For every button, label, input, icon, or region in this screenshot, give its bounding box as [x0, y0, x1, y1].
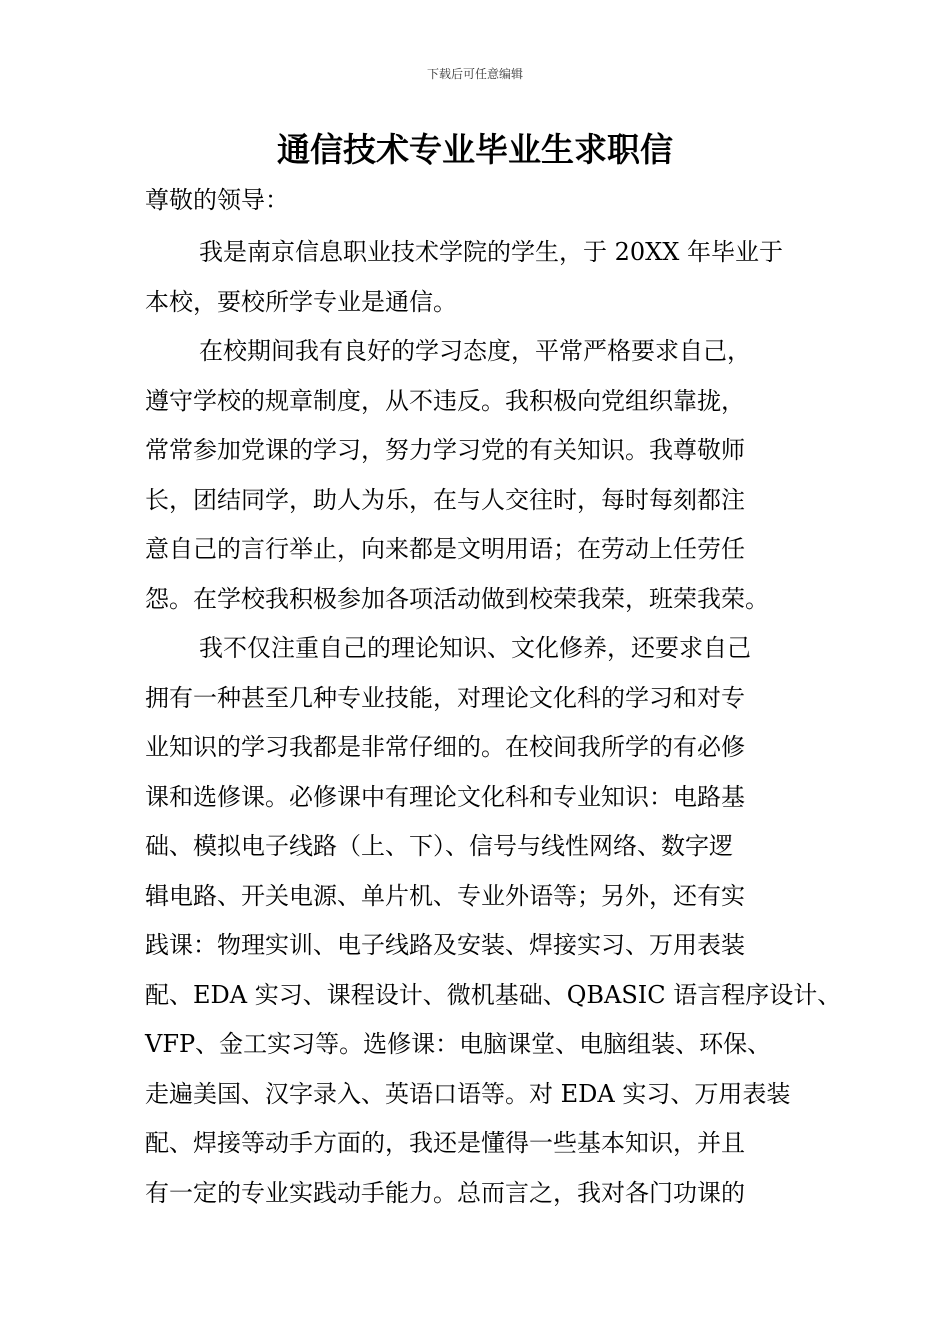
body-line: 意自己的言行举止，向来都是文明用语；在劳动上任劳任 — [145, 535, 745, 563]
body-line: 础、模拟电子线路（上、下）、信号与线性网络、数字逻 — [145, 832, 733, 860]
body-line: 业知识的学习我都是非常仔细的。在校间我所学的有必修 — [145, 733, 745, 761]
body-line: 课和选修课。必修课中有理论文化科和专业知识：电路基 — [145, 782, 745, 811]
body-line: 怨。在学校我积极参加各项活动做到校荣我荣，班荣我荣。 — [145, 584, 769, 613]
body-line: 本校，要校所学专业是通信。 — [145, 287, 457, 316]
document-title: 通信技术专业毕业生求职信 — [277, 130, 673, 169]
header-note: 下载后可任意编辑 — [426, 67, 523, 81]
body-line: VFP、金工实习等。选修课：电脑课堂、电脑组装、环保、 — [145, 1030, 772, 1058]
paragraph-first-line: 我不仅注重自己的理论知识、文化修养，还要求自己 — [199, 634, 751, 662]
body-line: 有一定的专业实践动手能力。总而言之，我对各门功课的 — [145, 1178, 745, 1207]
paragraph-first-line: 我是南京信息职业技术学院的学生，于 20XX 年毕业于 — [199, 238, 783, 266]
body-line: 配、焊接等动手方面的，我还是懂得一些基本知识，并且 — [145, 1129, 745, 1157]
letter-body — [145, 228, 842, 1218]
body-line: 走遍美国、汉字录入、英语口语等。对 EDA 实习、万用表装 — [145, 1079, 791, 1108]
body-line: 常常参加党课的学习，努力学习党的有关知识。我尊敬师 — [145, 436, 745, 464]
body-line: 配、EDA 实习、课程设计、微机基础、QBASIC 语言程序设计、 — [145, 980, 842, 1009]
body-line: 拥有一种甚至几种专业技能，对理论文化科的学习和对专 — [145, 683, 745, 712]
paragraph-first-line: 在校期间我有良好的学习态度，平常严格要求自己， — [199, 337, 751, 365]
body-line: 践课：物理实训、电子线路及安装、焊接实习、万用表装 — [145, 931, 745, 959]
body-line: 辑电路、开关电源、单片机、专业外语等；另外，还有实 — [145, 881, 745, 910]
body-line: 长，团结同学，助人为乐，在与人交往时，每时每刻都注 — [145, 485, 745, 514]
salutation: 尊敬的领导： — [145, 186, 289, 214]
body-line: 遵守学校的规章制度，从不违反。我积极向党组织靠拢， — [145, 386, 745, 415]
